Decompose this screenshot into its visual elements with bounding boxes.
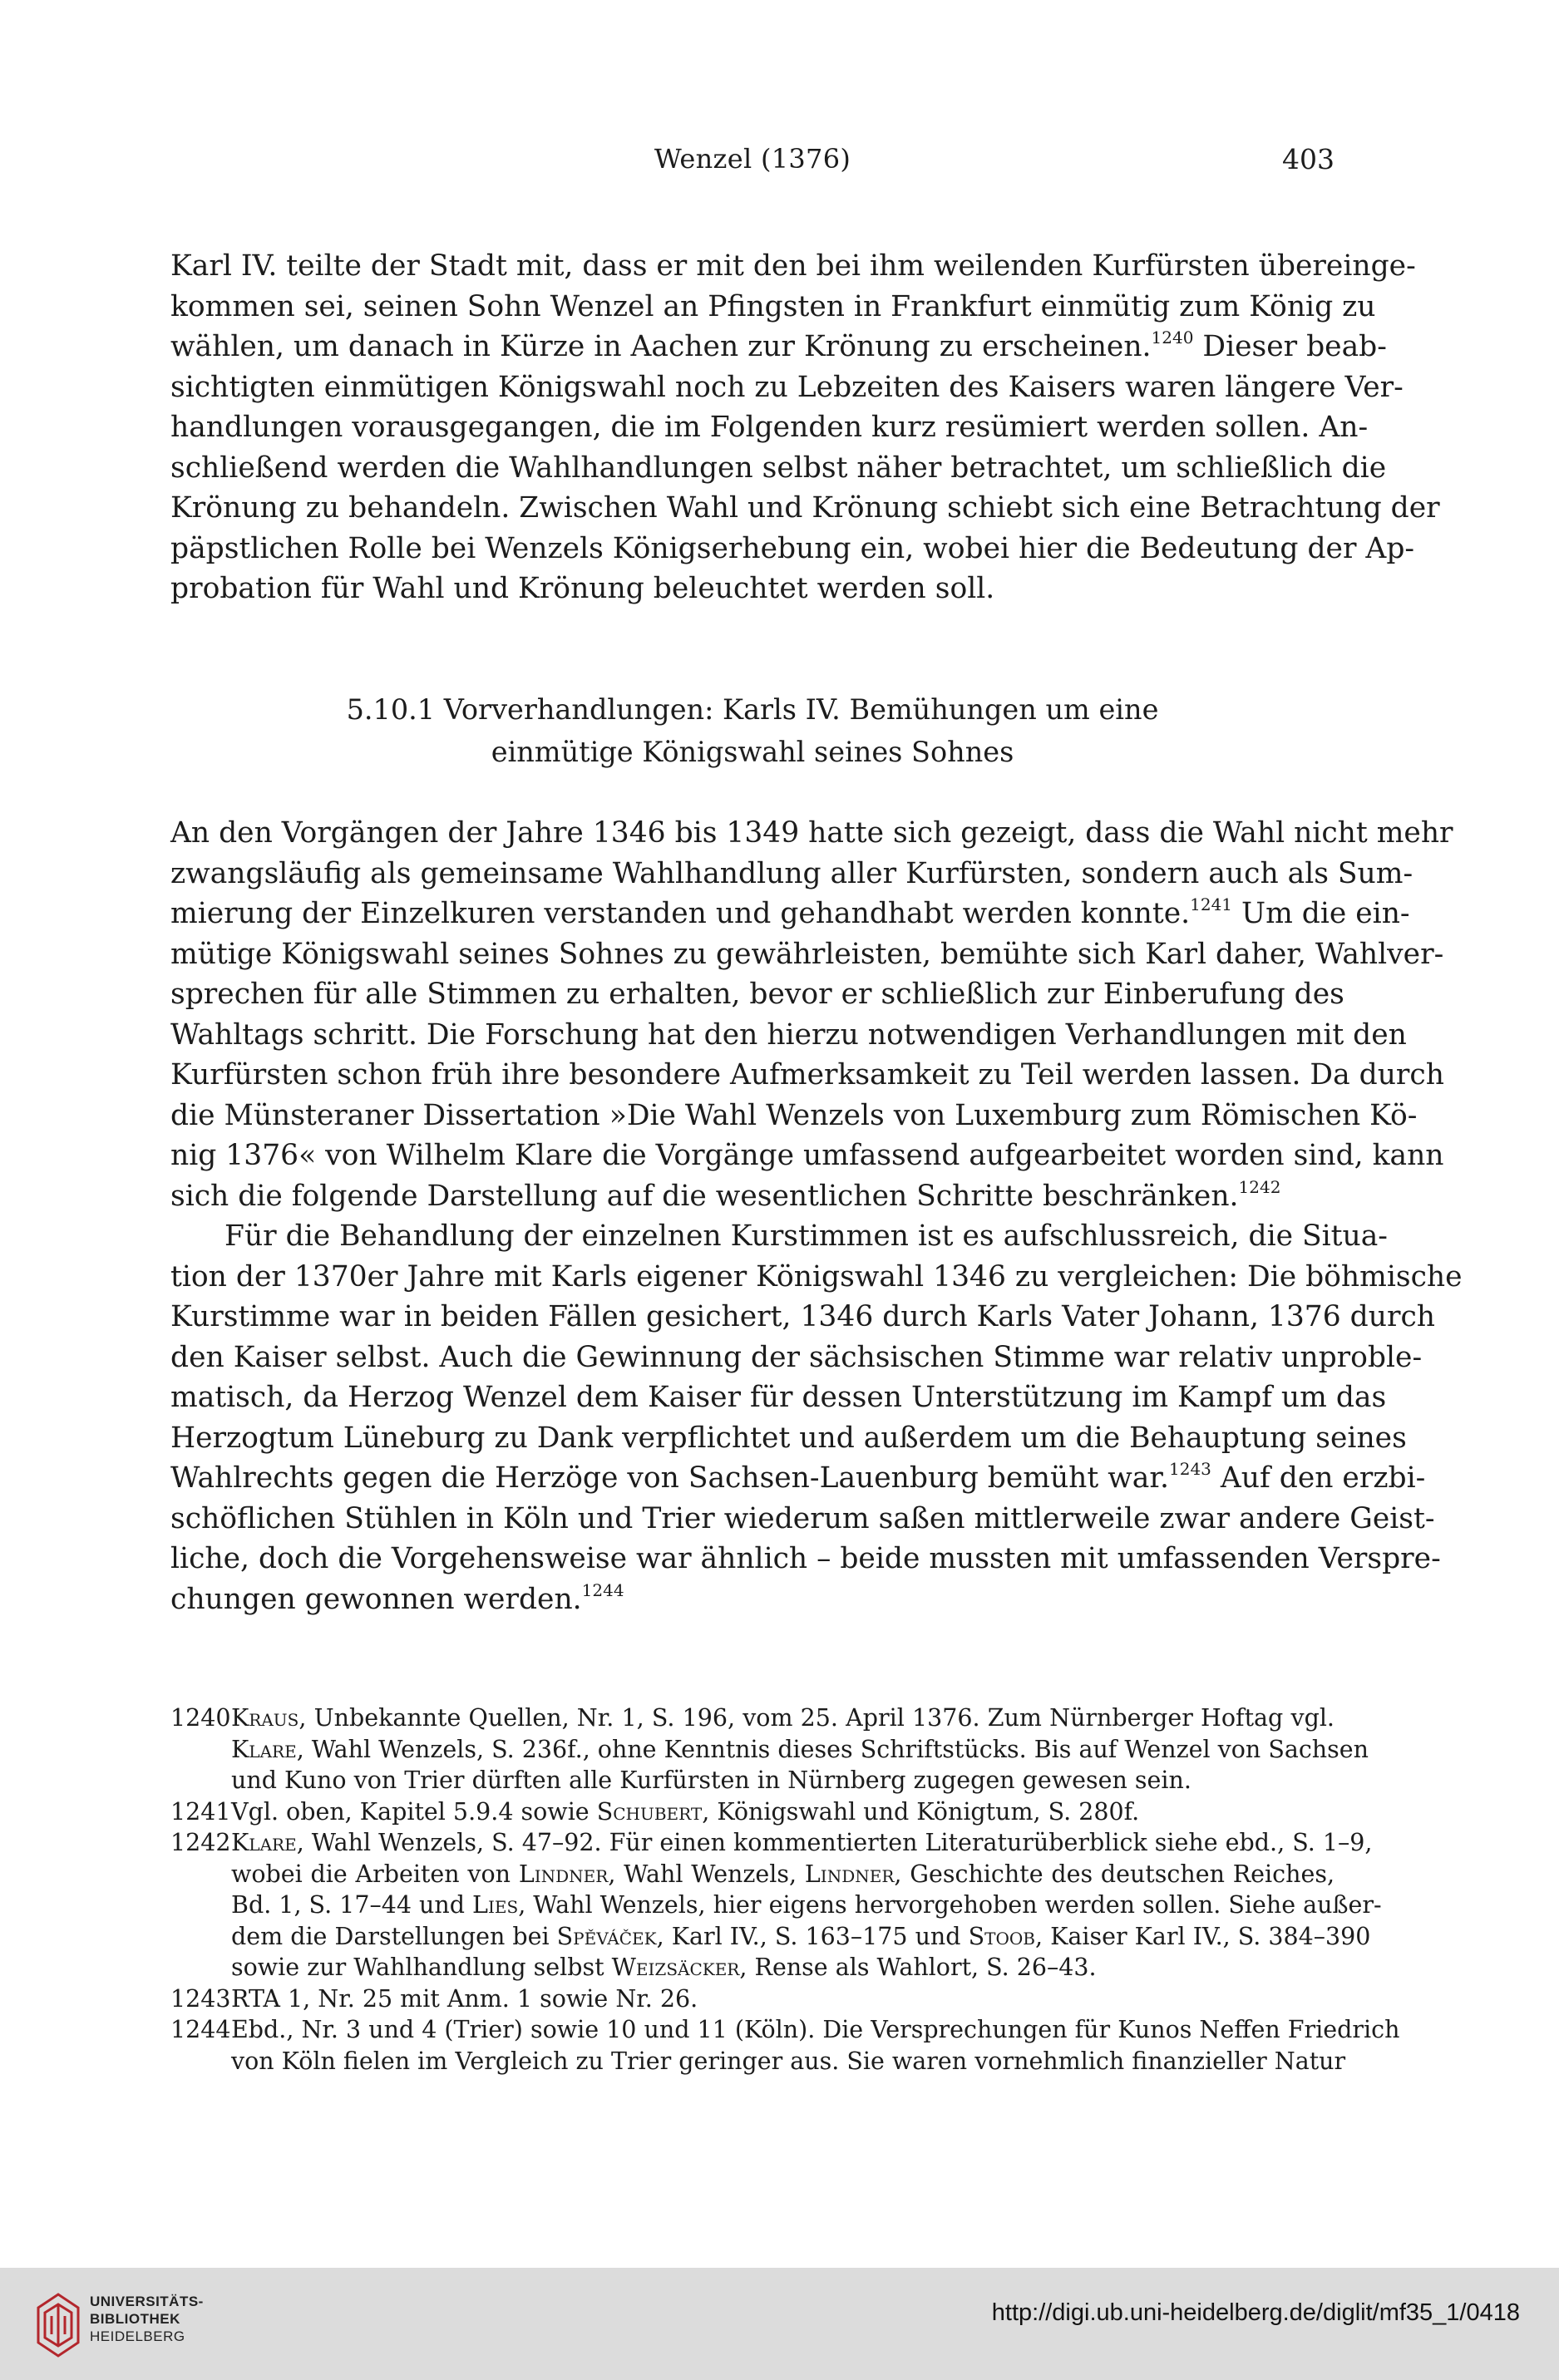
text-line: tion der 1370er Jahre mit Karls eigener Königswahl 1346 zu vergleichen: Die böhmische — [170, 1259, 1463, 1293]
footnote-line: Klare, Wahl Wenzels, S. 236f., ohne Kenntnis dieses Schriftstücks. Bis auf Wenzel von Sachsen — [231, 1735, 1369, 1763]
logo-line: HEIDELBERG — [90, 2328, 185, 2344]
footnote-line: von Köln fielen im Vergleich zu Trier geringer aus. Sie waren vornehmlich finanzieller Natur — [231, 2047, 1346, 2075]
paragraph-1 — [170, 813, 1463, 1619]
library-logo-icon[interactable] — [33, 2283, 85, 2366]
footnote-line: Klare, Wahl Wenzels, S. 47–92. Für einen kommentierten Literaturüberblick siehe ebd., S. 1–9, — [231, 1829, 1373, 1856]
logo-line: BIBLIOTHEK — [90, 2311, 180, 2327]
footnote-ref[interactable]: 1243 — [1169, 1459, 1211, 1479]
text-line: Wahltags schritt. Die Forschung hat den hierzu notwendigen Verhandlungen mit den — [170, 1018, 1407, 1052]
text-line: matisch, da Herzog Wenzel dem Kaiser für dessen Unterstützung im Kampf um das — [170, 1381, 1387, 1414]
footnote-1243 — [170, 1983, 1335, 2015]
footnote-ref[interactable]: 1241 — [1190, 894, 1233, 914]
footnote-1244 — [170, 2014, 1400, 2077]
text-line: handlungen vorausgegangen, die im Folgenden kurz resümiert werden sollen. An- — [170, 411, 1369, 444]
text-line: mütige Königswahl seines Sohnes zu gewährleisten, bemühte sich Karl daher, Wahlver- — [170, 937, 1444, 971]
text-line: An den Vorgängen der Jahre 1346 bis 1349 hatte sich gezeigt, dass die Wahl nicht mehr — [170, 816, 1453, 850]
text-line: Wahlrechts gegen die Herzöge von Sachsen-Lauenburg bemüht war.$^{1243}$ Auf den erzbi- — [170, 1459, 1426, 1495]
text-line: Karl IV. teilte der Stadt mit, dass er mit den bei ihm weilenden Kurfürsten übereinge- — [170, 249, 1416, 283]
section-heading-line: 5.10.1 Vorverhandlungen: Karls IV. Bemühungen um eine — [346, 693, 1159, 726]
text-line: liche, doch die Vorgehensweise war ähnlich – beide mussten mit umfassenden Verspre- — [170, 1542, 1441, 1575]
text-line: den Kaiser selbst. Auch die Gewinnung der sächsischen Stimme war relativ unproble- — [170, 1340, 1423, 1374]
footnote-ref[interactable]: 1242 — [1238, 1176, 1281, 1197]
footnote-number: 1243 — [170, 1984, 231, 2013]
text-line: Herzogtum Lüneburg zu Dank verpflichtet und außerdem um die Behauptung seines — [170, 1421, 1407, 1455]
text-line: kommen sei, seinen Sohn Wenzel an Pfingsten in Frankfurt einmütig zum König zu — [170, 289, 1376, 323]
text-line: die Münsteraner Dissertation »Die Wahl Wenzels von Luxemburg zum Römischen Kö- — [170, 1098, 1418, 1132]
footnote-line: Ebd., Nr. 3 und 4 (Trier) sowie 10 und 11 (Köln). Die Versprechungen für Kunos Neffen Friedrich — [231, 2016, 1400, 2043]
text-line: chungen gewonnen werden.$^{1244}$ — [170, 1579, 624, 1616]
footnote-line: wobei die Arbeiten von Lindner, Wahl Wenzels, Lindner, Geschichte des deutschen Reiches, — [231, 1860, 1335, 1888]
footnote-line: Vgl. oben, Kapitel 5.9.4 sowie Schubert, Königswahl und Königtum, S. 280f. — [231, 1797, 1140, 1826]
digitization-footer — [0, 2268, 1559, 2380]
text-line: mierung der Einzelkuren verstanden und gehandhabt werden konnte.$^{1241}$ Um die ein- — [170, 894, 1410, 930]
intro-paragraph — [170, 246, 1440, 609]
running-title: Wenzel (1376) — [654, 143, 851, 175]
footnote-1241 — [170, 1796, 1335, 1828]
text-line: sprechen für alle Stimmen zu erhalten, bevor er schließlich zur Einberufung des — [170, 978, 1344, 1011]
text-line: Krönung zu behandeln. Zwischen Wahl und Krönung schiebt sich eine Betrachtung der — [170, 491, 1440, 525]
footnote-line: Kraus, Unbekannte Quellen, Nr. 1, S. 196, vom 25. April 1376. Zum Nürnberger Hoftag vgl. — [231, 1704, 1335, 1732]
text-line: päpstlichen Rolle bei Wenzels Königserhebung ein, wobei hier die Bedeutung der Ap- — [170, 531, 1415, 565]
footnote-1242 — [170, 1827, 1382, 1983]
section-heading-line: einmütige Königswahl seines Sohnes — [491, 736, 1014, 768]
text-line: sich die folgende Darstellung auf die wesentlichen Schritte beschränken.$^{1242}$ — [170, 1176, 1281, 1213]
footnote-number: 1242 — [170, 1829, 231, 1856]
digitization-url-link[interactable]: http://digi.ub.uni-heidelberg.de/diglit/mf35_1/0418 — [991, 2299, 1520, 2326]
text-line: wählen, um danach in Kürze in Aachen zur Krönung zu erscheinen.$^{1240}$ Dieser beab- — [170, 328, 1387, 363]
footnote-number: 1241 — [170, 1797, 231, 1826]
footnote-1240 — [170, 1702, 1369, 1796]
footnote-number: 1240 — [170, 1704, 231, 1732]
text-line: probation für Wahl und Krönung beleuchtet werden soll. — [170, 572, 995, 605]
logo-line: UNIVERSITÄTS- — [90, 2294, 204, 2309]
text-line: nig 1376« von Wilhelm Klare die Vorgänge umfassend aufgearbeitet worden sind, kann — [170, 1139, 1444, 1172]
text-line: sichtigten einmütigen Königswahl noch zu Lebzeiten des Kaisers waren längere Ver- — [170, 370, 1404, 404]
running-head — [170, 143, 1335, 185]
page-number: 403 — [1282, 143, 1335, 175]
footnote-ref[interactable]: 1244 — [581, 1579, 624, 1600]
footnotes — [170, 1702, 1400, 2077]
text-line: schöflichen Stühlen in Köln und Trier wiederum saßen mittlerweile zwar andere Geist- — [170, 1501, 1435, 1535]
footnote-line: Bd. 1, S. 17–44 und Lies, Wahl Wenzels, hier eigens hervorgehoben werden sollen. Siehe außer- — [231, 1891, 1382, 1919]
footnote-line: dem die Darstellungen bei Spěváček, Karl IV., S. 163–175 und Stoob, Kaiser Karl IV., S. 384–390 — [231, 1922, 1371, 1950]
text-line: schließend werden die Wahlhandlungen selbst näher betrachtet, um schließlich die — [170, 451, 1387, 485]
library-logo-text — [90, 2293, 204, 2345]
text-line: Für die Behandlung der einzelnen Kurstimmen ist es aufschlussreich, die Situa- — [224, 1220, 1388, 1253]
footnote-line: RTA 1, Nr. 25 mit Anm. 1 sowie Nr. 26. — [231, 1984, 698, 2013]
footnote-ref[interactable]: 1240 — [1151, 328, 1194, 347]
text-line: Kurstimme war in beiden Fällen gesichert, 1346 durch Karls Vater Johann, 1376 durch — [170, 1300, 1435, 1333]
footnote-number: 1244 — [170, 2016, 231, 2043]
footnote-line: und Kuno von Trier dürften alle Kurfürsten in Nürnberg zugegen gewesen sein. — [231, 1767, 1191, 1794]
text-line: zwangsläufig als gemeinsame Wahlhandlung aller Kurfürsten, sondern auch als Sum- — [170, 856, 1413, 890]
text-line: Kurfürsten schon früh ihre besondere Aufmerksamkeit zu Teil werden lassen. Da durch — [170, 1058, 1444, 1091]
footnote-line: sowie zur Wahlhandlung selbst Weizsäcker, Rense als Wahlort, S. 26–43. — [231, 1954, 1097, 1981]
section-heading — [170, 688, 1335, 773]
